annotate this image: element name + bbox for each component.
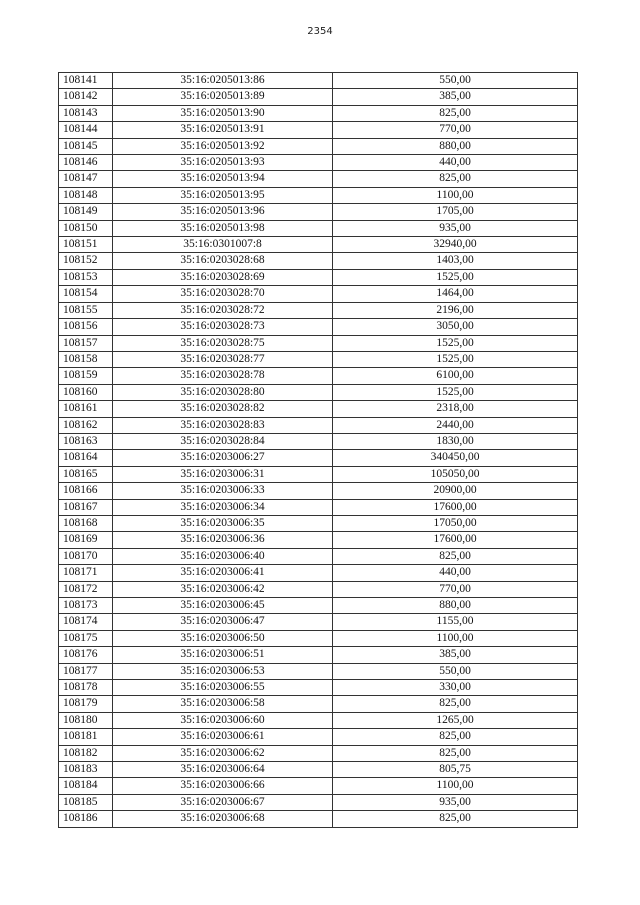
table-row bbox=[59, 155, 578, 171]
cadastral-number-cell: 35:16:0203006:61 bbox=[113, 729, 333, 745]
value-cell: 825,00 bbox=[333, 729, 578, 745]
table-row bbox=[59, 729, 578, 745]
cadastral-number-cell: 35:16:0203006:36 bbox=[113, 532, 333, 548]
value-cell: 825,00 bbox=[333, 696, 578, 712]
table-row bbox=[59, 286, 578, 302]
table-row bbox=[59, 680, 578, 696]
row-number-cell: 108182 bbox=[59, 745, 113, 761]
row-number-cell: 108155 bbox=[59, 302, 113, 318]
row-number-cell: 108145 bbox=[59, 138, 113, 154]
value-cell: 6100,00 bbox=[333, 368, 578, 384]
value-cell: 1464,00 bbox=[333, 286, 578, 302]
table-row bbox=[59, 220, 578, 236]
value-cell: 385,00 bbox=[333, 89, 578, 105]
value-cell: 17600,00 bbox=[333, 532, 578, 548]
cadastral-number-cell: 35:16:0203006:58 bbox=[113, 696, 333, 712]
row-number-cell: 108151 bbox=[59, 237, 113, 253]
table-row bbox=[59, 598, 578, 614]
cadastral-number-cell: 35:16:0203006:68 bbox=[113, 811, 333, 827]
cadastral-number-cell: 35:16:0203028:77 bbox=[113, 351, 333, 367]
row-number-cell: 108180 bbox=[59, 712, 113, 728]
row-number-cell: 108186 bbox=[59, 811, 113, 827]
cadastral-number-cell: 35:16:0203006:40 bbox=[113, 548, 333, 564]
cadastral-number-cell: 35:16:0203006:27 bbox=[113, 450, 333, 466]
row-number-cell: 108164 bbox=[59, 450, 113, 466]
table-row bbox=[59, 417, 578, 433]
table-row bbox=[59, 89, 578, 105]
cadastral-number-cell: 35:16:0203006:45 bbox=[113, 598, 333, 614]
cadastral-number-cell: 35:16:0203028:68 bbox=[113, 253, 333, 269]
value-cell: 825,00 bbox=[333, 105, 578, 121]
row-number-cell: 108165 bbox=[59, 466, 113, 482]
value-cell: 825,00 bbox=[333, 548, 578, 564]
table-row bbox=[59, 630, 578, 646]
table-row bbox=[59, 663, 578, 679]
table-row bbox=[59, 302, 578, 318]
table-row bbox=[59, 532, 578, 548]
row-number-cell: 108167 bbox=[59, 499, 113, 515]
value-cell: 1525,00 bbox=[333, 384, 578, 400]
value-cell: 440,00 bbox=[333, 155, 578, 171]
cadastral-number-cell: 35:16:0203006:50 bbox=[113, 630, 333, 646]
row-number-cell: 108157 bbox=[59, 335, 113, 351]
value-cell: 935,00 bbox=[333, 220, 578, 236]
row-number-cell: 108161 bbox=[59, 401, 113, 417]
table-row bbox=[59, 712, 578, 728]
table-row bbox=[59, 696, 578, 712]
cadastral-number-cell: 35:16:0203006:66 bbox=[113, 778, 333, 794]
value-cell: 880,00 bbox=[333, 138, 578, 154]
table-row bbox=[59, 73, 578, 89]
row-number-cell: 108177 bbox=[59, 663, 113, 679]
value-cell: 935,00 bbox=[333, 794, 578, 810]
value-cell: 2196,00 bbox=[333, 302, 578, 318]
table-row bbox=[59, 138, 578, 154]
row-number-cell: 108152 bbox=[59, 253, 113, 269]
row-number-cell: 108185 bbox=[59, 794, 113, 810]
table-row bbox=[59, 368, 578, 384]
cadastral-number-cell: 35:16:0205013:92 bbox=[113, 138, 333, 154]
cadastral-number-cell: 35:16:0203006:34 bbox=[113, 499, 333, 515]
value-cell: 1155,00 bbox=[333, 614, 578, 630]
value-cell: 825,00 bbox=[333, 745, 578, 761]
table-row bbox=[59, 335, 578, 351]
value-cell: 770,00 bbox=[333, 122, 578, 138]
value-cell: 330,00 bbox=[333, 680, 578, 696]
cadastral-number-cell: 35:16:0205013:93 bbox=[113, 155, 333, 171]
cadastral-number-cell: 35:16:0203006:60 bbox=[113, 712, 333, 728]
cadastral-number-cell: 35:16:0205013:91 bbox=[113, 122, 333, 138]
table-row bbox=[59, 778, 578, 794]
table-row bbox=[59, 122, 578, 138]
table-row bbox=[59, 384, 578, 400]
row-number-cell: 108176 bbox=[59, 647, 113, 663]
registry-table bbox=[58, 72, 578, 828]
value-cell: 550,00 bbox=[333, 73, 578, 89]
table-row bbox=[59, 105, 578, 121]
cadastral-number-cell: 35:16:0203028:80 bbox=[113, 384, 333, 400]
value-cell: 32940,00 bbox=[333, 237, 578, 253]
table-row bbox=[59, 499, 578, 515]
cadastral-number-cell: 35:16:0203028:69 bbox=[113, 269, 333, 285]
table-row bbox=[59, 811, 578, 827]
cadastral-number-cell: 35:16:0205013:96 bbox=[113, 204, 333, 220]
value-cell: 17050,00 bbox=[333, 515, 578, 531]
table-row bbox=[59, 351, 578, 367]
value-cell: 550,00 bbox=[333, 663, 578, 679]
table-row bbox=[59, 187, 578, 203]
row-number-cell: 108153 bbox=[59, 269, 113, 285]
cadastral-number-cell: 35:16:0203028:75 bbox=[113, 335, 333, 351]
value-cell: 385,00 bbox=[333, 647, 578, 663]
cadastral-number-cell: 35:16:0301007:8 bbox=[113, 237, 333, 253]
value-cell: 1265,00 bbox=[333, 712, 578, 728]
cadastral-number-cell: 35:16:0203028:82 bbox=[113, 401, 333, 417]
table-row bbox=[59, 614, 578, 630]
table-row bbox=[59, 483, 578, 499]
value-cell: 825,00 bbox=[333, 811, 578, 827]
table-row bbox=[59, 401, 578, 417]
table-row bbox=[59, 433, 578, 449]
table-row bbox=[59, 565, 578, 581]
value-cell: 1525,00 bbox=[333, 351, 578, 367]
value-cell: 1403,00 bbox=[333, 253, 578, 269]
table-row bbox=[59, 515, 578, 531]
value-cell: 1830,00 bbox=[333, 433, 578, 449]
cadastral-number-cell: 35:16:0203006:33 bbox=[113, 483, 333, 499]
row-number-cell: 108142 bbox=[59, 89, 113, 105]
value-cell: 805,75 bbox=[333, 762, 578, 778]
cadastral-number-cell: 35:16:0203028:70 bbox=[113, 286, 333, 302]
cadastral-number-cell: 35:16:0205013:94 bbox=[113, 171, 333, 187]
value-cell: 1100,00 bbox=[333, 630, 578, 646]
cadastral-number-cell: 35:16:0203006:67 bbox=[113, 794, 333, 810]
value-cell: 1100,00 bbox=[333, 187, 578, 203]
row-number-cell: 108144 bbox=[59, 122, 113, 138]
row-number-cell: 108149 bbox=[59, 204, 113, 220]
value-cell: 1525,00 bbox=[333, 335, 578, 351]
row-number-cell: 108179 bbox=[59, 696, 113, 712]
row-number-cell: 108169 bbox=[59, 532, 113, 548]
table-row bbox=[59, 466, 578, 482]
row-number-cell: 108163 bbox=[59, 433, 113, 449]
row-number-cell: 108148 bbox=[59, 187, 113, 203]
value-cell: 3050,00 bbox=[333, 319, 578, 335]
row-number-cell: 108178 bbox=[59, 680, 113, 696]
row-number-cell: 108158 bbox=[59, 351, 113, 367]
row-number-cell: 108147 bbox=[59, 171, 113, 187]
row-number-cell: 108162 bbox=[59, 417, 113, 433]
page-number: 2354 bbox=[307, 26, 333, 37]
cadastral-number-cell: 35:16:0203006:35 bbox=[113, 515, 333, 531]
value-cell: 770,00 bbox=[333, 581, 578, 597]
table-row bbox=[59, 745, 578, 761]
cadastral-number-cell: 35:16:0203006:51 bbox=[113, 647, 333, 663]
table-row bbox=[59, 548, 578, 564]
value-cell: 17600,00 bbox=[333, 499, 578, 515]
cadastral-number-cell: 35:16:0203006:64 bbox=[113, 762, 333, 778]
row-number-cell: 108154 bbox=[59, 286, 113, 302]
row-number-cell: 108141 bbox=[59, 73, 113, 89]
row-number-cell: 108166 bbox=[59, 483, 113, 499]
row-number-cell: 108146 bbox=[59, 155, 113, 171]
table-row bbox=[59, 237, 578, 253]
cadastral-number-cell: 35:16:0203006:47 bbox=[113, 614, 333, 630]
cadastral-number-cell: 35:16:0205013:90 bbox=[113, 105, 333, 121]
cadastral-number-cell: 35:16:0205013:98 bbox=[113, 220, 333, 236]
cadastral-number-cell: 35:16:0205013:86 bbox=[113, 73, 333, 89]
value-cell: 340450,00 bbox=[333, 450, 578, 466]
cadastral-number-cell: 35:16:0203028:73 bbox=[113, 319, 333, 335]
row-number-cell: 108174 bbox=[59, 614, 113, 630]
row-number-cell: 108150 bbox=[59, 220, 113, 236]
table-row bbox=[59, 319, 578, 335]
row-number-cell: 108170 bbox=[59, 548, 113, 564]
table-row bbox=[59, 269, 578, 285]
row-number-cell: 108183 bbox=[59, 762, 113, 778]
cadastral-number-cell: 35:16:0203006:55 bbox=[113, 680, 333, 696]
table-row bbox=[59, 647, 578, 663]
table-row bbox=[59, 794, 578, 810]
cadastral-number-cell: 35:16:0203028:78 bbox=[113, 368, 333, 384]
table-row bbox=[59, 204, 578, 220]
row-number-cell: 108156 bbox=[59, 319, 113, 335]
value-cell: 880,00 bbox=[333, 598, 578, 614]
cadastral-number-cell: 35:16:0203028:83 bbox=[113, 417, 333, 433]
row-number-cell: 108175 bbox=[59, 630, 113, 646]
row-number-cell: 108168 bbox=[59, 515, 113, 531]
value-cell: 440,00 bbox=[333, 565, 578, 581]
row-number-cell: 108160 bbox=[59, 384, 113, 400]
cadastral-number-cell: 35:16:0203028:72 bbox=[113, 302, 333, 318]
table-row bbox=[59, 762, 578, 778]
row-number-cell: 108171 bbox=[59, 565, 113, 581]
row-number-cell: 108181 bbox=[59, 729, 113, 745]
value-cell: 2440,00 bbox=[333, 417, 578, 433]
cadastral-number-cell: 35:16:0203006:31 bbox=[113, 466, 333, 482]
row-number-cell: 108143 bbox=[59, 105, 113, 121]
cadastral-number-cell: 35:16:0203006:42 bbox=[113, 581, 333, 597]
row-number-cell: 108159 bbox=[59, 368, 113, 384]
value-cell: 1705,00 bbox=[333, 204, 578, 220]
cadastral-number-cell: 35:16:0205013:95 bbox=[113, 187, 333, 203]
table-row bbox=[59, 450, 578, 466]
table-row bbox=[59, 581, 578, 597]
row-number-cell: 108172 bbox=[59, 581, 113, 597]
row-number-cell: 108184 bbox=[59, 778, 113, 794]
value-cell: 1525,00 bbox=[333, 269, 578, 285]
registry-table-body bbox=[59, 73, 578, 828]
cadastral-number-cell: 35:16:0203006:41 bbox=[113, 565, 333, 581]
table-row bbox=[59, 253, 578, 269]
table-row bbox=[59, 171, 578, 187]
row-number-cell: 108173 bbox=[59, 598, 113, 614]
value-cell: 2318,00 bbox=[333, 401, 578, 417]
cadastral-number-cell: 35:16:0203006:53 bbox=[113, 663, 333, 679]
cadastral-number-cell: 35:16:0203006:62 bbox=[113, 745, 333, 761]
cadastral-number-cell: 35:16:0205013:89 bbox=[113, 89, 333, 105]
value-cell: 105050,00 bbox=[333, 466, 578, 482]
value-cell: 1100,00 bbox=[333, 778, 578, 794]
value-cell: 20900,00 bbox=[333, 483, 578, 499]
value-cell: 825,00 bbox=[333, 171, 578, 187]
cadastral-number-cell: 35:16:0203028:84 bbox=[113, 433, 333, 449]
